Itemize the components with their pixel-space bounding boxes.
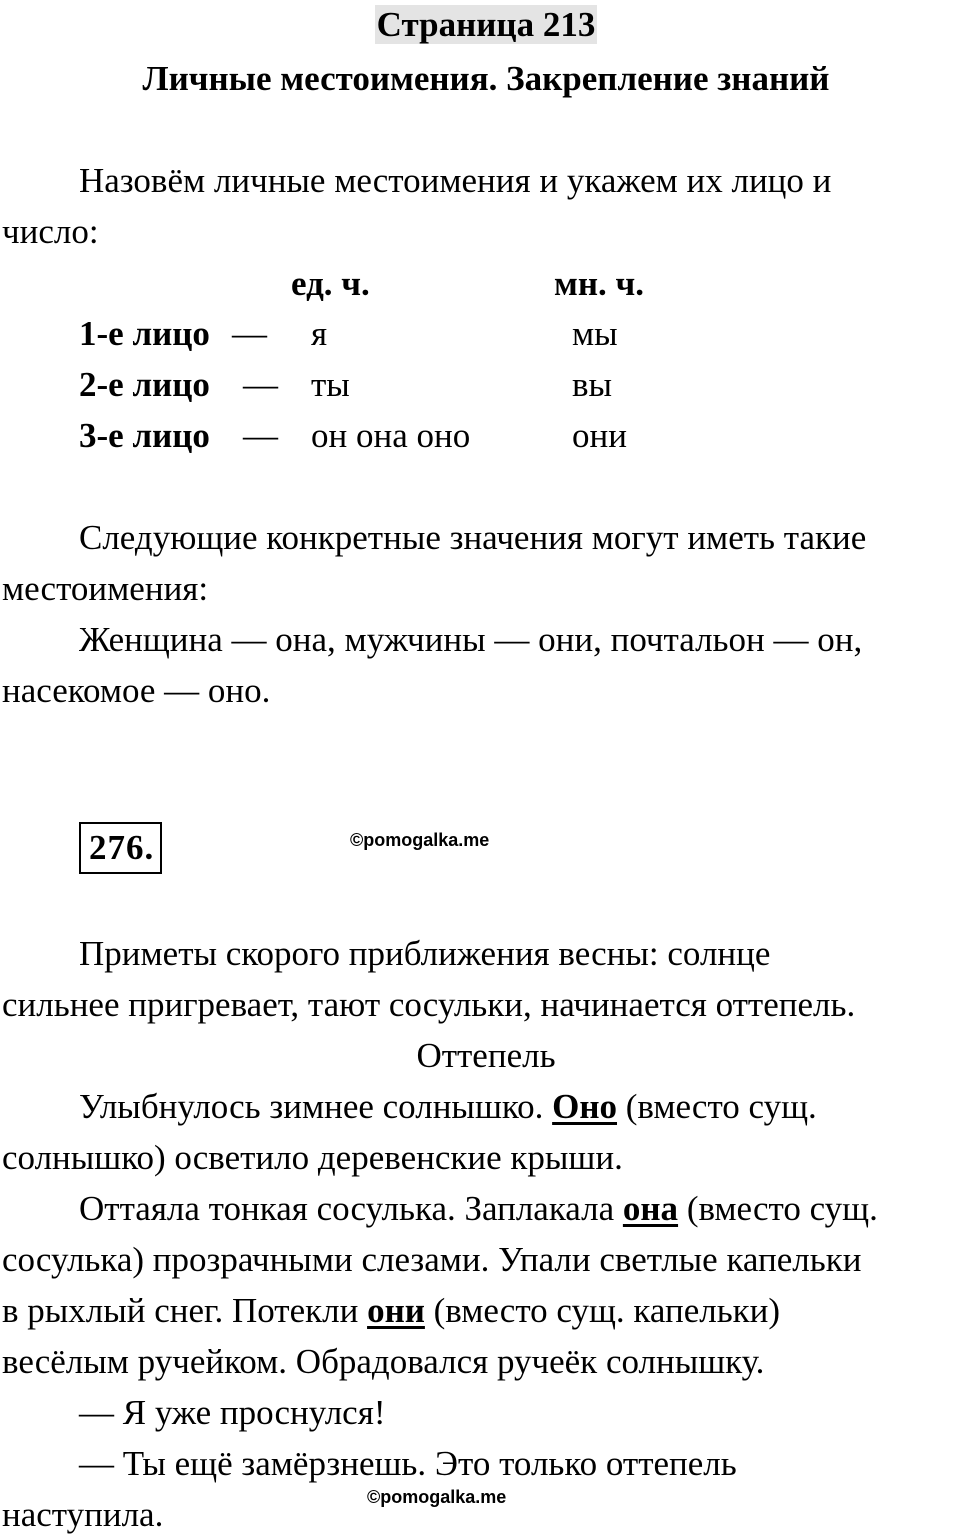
row-plural-1: мы <box>572 314 618 353</box>
meanings-line-2: местоимения: <box>2 569 209 608</box>
row-singular-1: я <box>311 314 328 353</box>
story-p3-line3-text-a: в рыхлый снег. Потекли <box>2 1291 368 1330</box>
story-p2-line-1 <box>79 1081 817 1132</box>
story-dialogue-2-line-1: — Ты ещё замёрзнешь. Это только оттепель <box>79 1444 737 1483</box>
exercise-p1-line-2: сильнее пригревает, тают сосульки, начинается оттепель. <box>2 985 856 1024</box>
story-p3-line-4: весёлым ручейком. Обрадовался ручеёк солнышку. <box>2 1342 765 1381</box>
story-p3-line3-text-b: (вместо сущ. капельки) <box>424 1291 781 1330</box>
row-dash-3: — <box>243 416 278 455</box>
row-singular-3: он она оно <box>311 416 471 455</box>
meanings-line-1: Следующие конкретные значения могут иметь такие <box>79 518 867 557</box>
exercise-p1-line-1: Приметы скорого приближения весны: солнце <box>79 934 771 973</box>
meanings-line-3: Женщина — она, мужчины — они, почтальон — он, <box>79 620 863 659</box>
watermark-top: ©pomogalka.me <box>350 830 490 850</box>
page-title <box>0 2 960 48</box>
intro-line-1: Назовём личные местоимения и укажем их лицо и <box>79 161 832 200</box>
row-person-1: 1-е лицо <box>79 314 210 353</box>
row-person-2: 2-е лицо <box>79 365 210 404</box>
exercise-number: 276. <box>79 822 162 874</box>
column-header-singular: ед. ч. <box>291 264 370 303</box>
watermark-bottom: ©pomogalka.me <box>367 1487 507 1507</box>
row-person-3: 3-е лицо <box>79 416 210 455</box>
story-dialogue-1: — Я уже проснулся! <box>79 1393 386 1432</box>
meanings-line-4: насекомое — оно. <box>2 671 271 710</box>
story-p3-line-2: сосулька) прозрачными слезами. Упали светлые капельки <box>2 1240 862 1279</box>
pronoun-highlight-ono: Оно <box>552 1087 618 1126</box>
pronoun-highlight-oni: они <box>367 1291 425 1330</box>
story-p3-text-a: Оттаяла тонкая сосулька. Заплакала <box>79 1189 623 1228</box>
story-p2-text-a: Улыбнулось зимнее солнышко. <box>79 1087 553 1126</box>
story-title: Оттепель <box>416 1036 556 1075</box>
story-p2-text-b: (вместо сущ. <box>617 1087 817 1126</box>
row-plural-2: вы <box>572 365 613 404</box>
row-singular-2: ты <box>311 365 350 404</box>
story-dialogue-2-line-2: наступила. <box>2 1495 164 1534</box>
story-p3-line-1 <box>79 1183 878 1234</box>
row-dash-2: — <box>243 365 278 404</box>
pronoun-highlight-ona: она <box>622 1189 679 1228</box>
row-dash-1: — <box>232 314 267 353</box>
story-p3-line-3 <box>2 1285 780 1336</box>
intro-line-2: число: <box>2 212 99 251</box>
row-plural-3: они <box>572 416 627 455</box>
column-header-plural: мн. ч. <box>554 264 644 303</box>
page-subtitle: Личные местоимения. Закрепление знаний <box>142 59 830 98</box>
story-p3-text-b: (вместо сущ. <box>678 1189 878 1228</box>
page-title-text: Страница 213 <box>376 5 596 44</box>
story-p2-line-2: солнышко) осветило деревенские крыши. <box>2 1138 623 1177</box>
